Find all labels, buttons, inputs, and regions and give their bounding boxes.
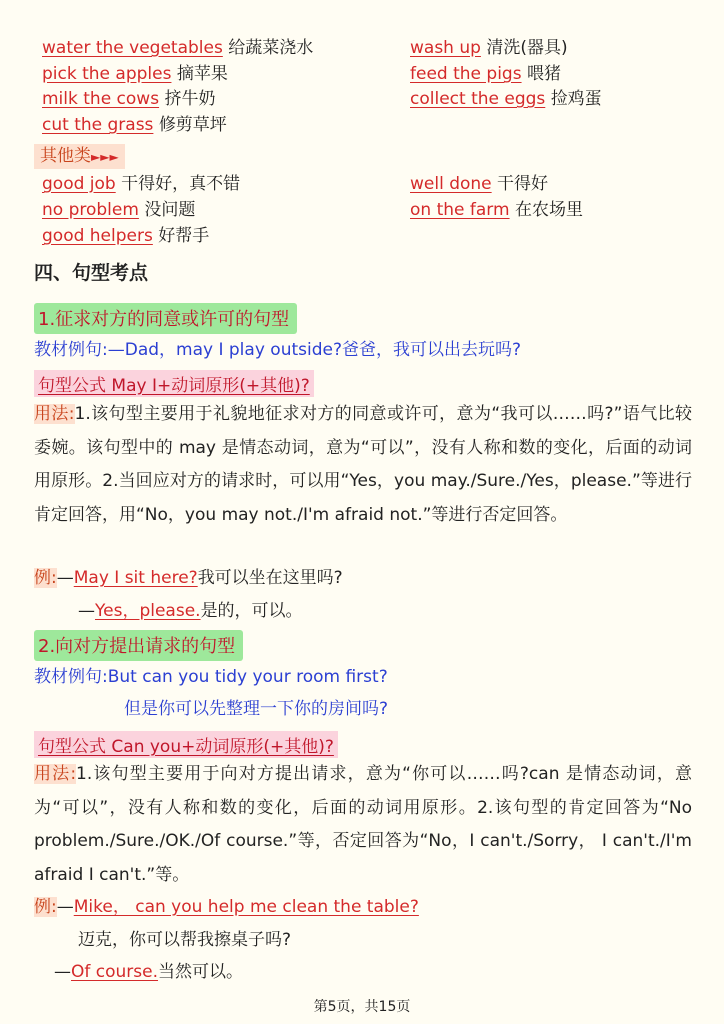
other-label-text: 其他类 xyxy=(40,146,91,166)
pattern-heading: 2.向对方提出请求的句型 xyxy=(34,630,243,661)
example-en: Of course. xyxy=(71,962,159,982)
example-label: 教材例句: xyxy=(34,667,108,687)
vocab-item xyxy=(410,87,602,111)
vocab-item xyxy=(42,224,209,248)
vocab-item xyxy=(42,198,195,222)
example-en: Mike， can you help me clean the table? xyxy=(73,897,419,917)
usage-label: 用法: xyxy=(34,404,75,424)
vocab-item xyxy=(410,36,568,60)
vocab-en: cut the grass xyxy=(42,115,154,135)
dash: — xyxy=(56,897,74,917)
vocab-cn: 捡鸡蛋 xyxy=(550,89,602,109)
vocab-en: water the vegetables xyxy=(42,38,223,58)
dash: — xyxy=(54,962,71,982)
example-cn: 是的，可以。 xyxy=(200,601,303,621)
example-question xyxy=(34,566,343,590)
vocab-item xyxy=(42,172,240,196)
vocab-item xyxy=(410,172,548,196)
page-number: 第5页，共15页 xyxy=(313,999,411,1015)
vocab-en: pick the apples xyxy=(42,64,172,84)
vocab-en: feed the pigs xyxy=(410,64,522,84)
vocab-en: no problem xyxy=(42,200,139,220)
example-answer xyxy=(78,599,303,623)
vocab-en: on the farm xyxy=(410,200,510,220)
vocab-cn: 没问题 xyxy=(144,200,196,220)
vocab-item xyxy=(410,198,583,222)
textbook-example xyxy=(34,665,388,689)
textbook-example xyxy=(34,338,521,362)
other-category-label xyxy=(34,144,125,169)
vocab-item xyxy=(42,113,227,137)
vocab-cn: 挤牛奶 xyxy=(164,89,216,109)
vocab-en: good job xyxy=(42,174,116,194)
example-cn: 迈克，你可以帮我擦桌子吗? xyxy=(78,930,292,950)
usage-text: 1.该句型主要用于礼貌地征求对方的同意或许可，意为“我可以……吗?”语气比较委婉。该句型中的 may 是情态动词，意为“可以”，没有人称和数的变化，后面的动词用原形。2.当回应对方的请求时，可以用“Yes，you may./Sure./Yes，please.”等进行肯定回答，用“No，you may not./I'm afraid not.”等进行否定回答。 xyxy=(34,404,692,525)
vocab-cn: 干得好，真不错 xyxy=(121,174,241,194)
vocab-item xyxy=(42,87,215,111)
usage-paragraph xyxy=(34,758,692,892)
vocab-cn: 喂猪 xyxy=(526,64,561,84)
example-en: Yes，please. xyxy=(95,601,201,621)
example-cn: 我可以坐在这里吗? xyxy=(197,568,343,588)
example-question xyxy=(34,895,419,919)
sentence-formula: 句型公式 Can you+动词原形(+其他)? xyxy=(34,731,338,758)
example-label: 例: xyxy=(34,568,57,588)
vocab-cn: 给蔬菜浇水 xyxy=(228,38,314,58)
example-answer xyxy=(54,960,243,984)
vocab-cn: 修剪草坪 xyxy=(158,115,227,135)
dash: — xyxy=(78,601,95,621)
vocab-item xyxy=(42,36,313,60)
vocab-item xyxy=(42,62,228,86)
example-label: 例: xyxy=(34,897,57,917)
vocab-cn: 在农场里 xyxy=(514,200,583,220)
vocab-item xyxy=(410,62,561,86)
example-text: But can you tidy your room first? xyxy=(107,667,388,687)
vocab-en: milk the cows xyxy=(42,89,160,109)
vocab-cn: 清洗(器具) xyxy=(486,38,568,58)
arrow-icon: ►►► xyxy=(91,150,119,164)
sentence-formula: 句型公式 May I+动词原形(+其他)? xyxy=(34,370,314,397)
usage-text: 1.该句型主要用于向对方提出请求，意为“你可以……吗?can 是情态动词，意为“可以”，没有人称和数的变化，后面的动词用原形。2.该句型的肯定回答为“No problem./Sure./OK./Of course.”等，否定回答为“No，I can't./Sorry， I can't./I'm afraid I can't.”等。 xyxy=(34,764,692,885)
textbook-example-translation xyxy=(124,697,388,721)
vocab-cn: 摘苹果 xyxy=(176,64,228,84)
example-label: 教材例句: xyxy=(34,340,108,360)
pattern-heading: 1.征求对方的同意或许可的句型 xyxy=(34,303,297,334)
vocab-en: well done xyxy=(410,174,492,194)
example-cn: 当然可以。 xyxy=(158,962,244,982)
example-en: May I sit here? xyxy=(73,568,198,588)
section-heading: 四、句型考点 xyxy=(34,262,149,284)
vocab-en: wash up xyxy=(410,38,481,58)
vocab-en: collect the eggs xyxy=(410,89,546,109)
usage-paragraph xyxy=(34,398,692,532)
example-text: —Dad，may I play outside?爸爸，我可以出去玩吗? xyxy=(107,340,522,360)
example-cn: 但是你可以先整理一下你的房间吗? xyxy=(124,699,389,719)
vocab-cn: 好帮手 xyxy=(158,226,210,246)
vocab-en: good helpers xyxy=(42,226,153,246)
vocab-cn: 干得好 xyxy=(497,174,549,194)
example-question-translation xyxy=(78,928,291,952)
dash: — xyxy=(56,568,74,588)
usage-label: 用法: xyxy=(34,764,77,784)
